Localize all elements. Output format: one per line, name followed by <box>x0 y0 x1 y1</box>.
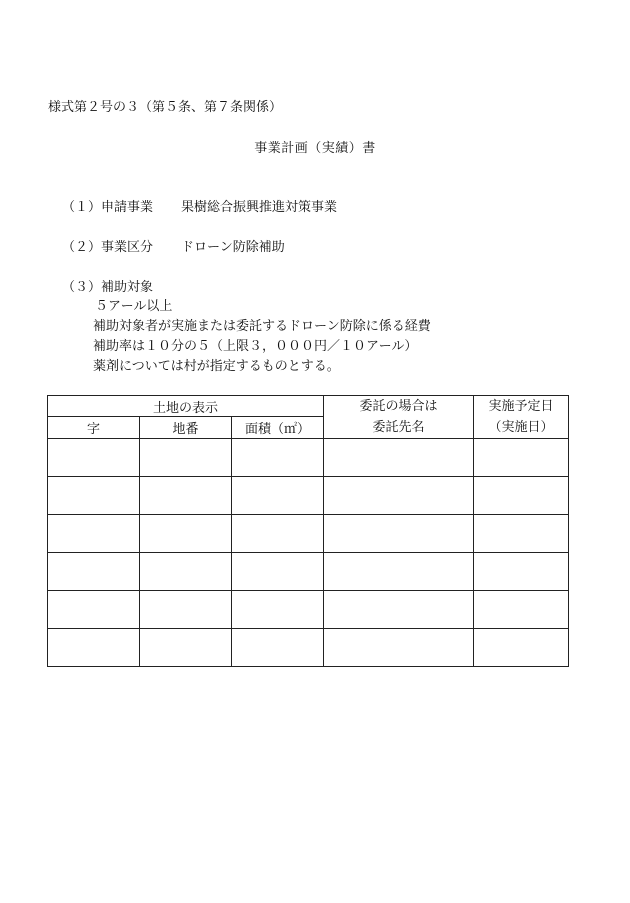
chiban-cell[interactable] <box>140 591 232 629</box>
date-header-line1: 実施予定日 <box>488 399 554 414</box>
date-header-line2: （実施日） <box>488 420 554 435</box>
section-label: 事業区分 <box>101 240 154 255</box>
contractor-cell[interactable] <box>324 439 474 477</box>
area-cell[interactable] <box>232 515 324 553</box>
date-cell[interactable] <box>474 629 569 667</box>
chiban-cell[interactable] <box>140 439 232 477</box>
date-cell[interactable] <box>474 439 569 477</box>
date-cell[interactable] <box>474 591 569 629</box>
section-application-project <box>62 196 337 215</box>
section-number: （２） <box>62 240 102 255</box>
date-cell[interactable] <box>474 553 569 591</box>
aza-header: 字 <box>48 417 140 439</box>
section-subsidy-target <box>62 276 153 295</box>
contractor-cell[interactable] <box>324 477 474 515</box>
area-header: 面積（㎡） <box>232 417 324 439</box>
aza-cell[interactable] <box>48 439 140 477</box>
contractor-header <box>324 396 474 439</box>
section-label: 申請事業 <box>101 200 154 215</box>
table-row <box>48 477 569 515</box>
chiban-header: 地番 <box>140 417 232 439</box>
contractor-cell[interactable] <box>324 515 474 553</box>
chiban-cell[interactable] <box>140 477 232 515</box>
document-title: 事業計画（実績）書 <box>254 141 376 156</box>
detail-line-eligible-cost: 補助対象者が実施または委託するドローン防除に係る経費 <box>93 319 431 334</box>
table-row <box>48 591 569 629</box>
aza-cell[interactable] <box>48 591 140 629</box>
detail-line-chemicals: 薬剤については村が指定するものとする。 <box>93 359 340 374</box>
contractor-cell[interactable] <box>324 591 474 629</box>
aza-cell[interactable] <box>48 515 140 553</box>
section-value: 果樹総合振興推進対策事業 <box>181 200 338 215</box>
section-number: （１） <box>62 200 102 215</box>
detail-line-subsidy-rate: 補助率は１０分の５（上限３，０００円／１０アール） <box>93 339 418 354</box>
subsidy-target-details <box>93 297 431 377</box>
area-cell[interactable] <box>232 591 324 629</box>
plan-table <box>47 395 569 667</box>
section-label: 補助対象 <box>101 280 154 295</box>
area-cell[interactable] <box>232 553 324 591</box>
table-row <box>48 629 569 667</box>
form-number: 様式第２号の３（第５条、第７条関係） <box>48 100 283 115</box>
table-row <box>48 515 569 553</box>
contractor-cell[interactable] <box>324 629 474 667</box>
section-project-category <box>62 236 285 255</box>
section-number: （３） <box>62 280 102 295</box>
land-display-header: 土地の表示 <box>48 396 324 417</box>
date-cell[interactable] <box>474 477 569 515</box>
aza-cell[interactable] <box>48 553 140 591</box>
section-value: ドローン防除補助 <box>181 240 285 255</box>
chiban-cell[interactable] <box>140 629 232 667</box>
area-cell[interactable] <box>232 439 324 477</box>
aza-cell[interactable] <box>48 477 140 515</box>
contractor-header-line2: 委託先名 <box>372 420 425 435</box>
contractor-header-line1: 委託の場合は <box>359 399 438 414</box>
date-cell[interactable] <box>474 515 569 553</box>
table-row <box>48 439 569 477</box>
detail-line-minimum-area: ５アール以上 <box>95 299 173 314</box>
aza-cell[interactable] <box>48 629 140 667</box>
chiban-cell[interactable] <box>140 515 232 553</box>
table-row <box>48 553 569 591</box>
chiban-cell[interactable] <box>140 553 232 591</box>
area-cell[interactable] <box>232 629 324 667</box>
date-header <box>474 396 569 439</box>
area-cell[interactable] <box>232 477 324 515</box>
contractor-cell[interactable] <box>324 553 474 591</box>
